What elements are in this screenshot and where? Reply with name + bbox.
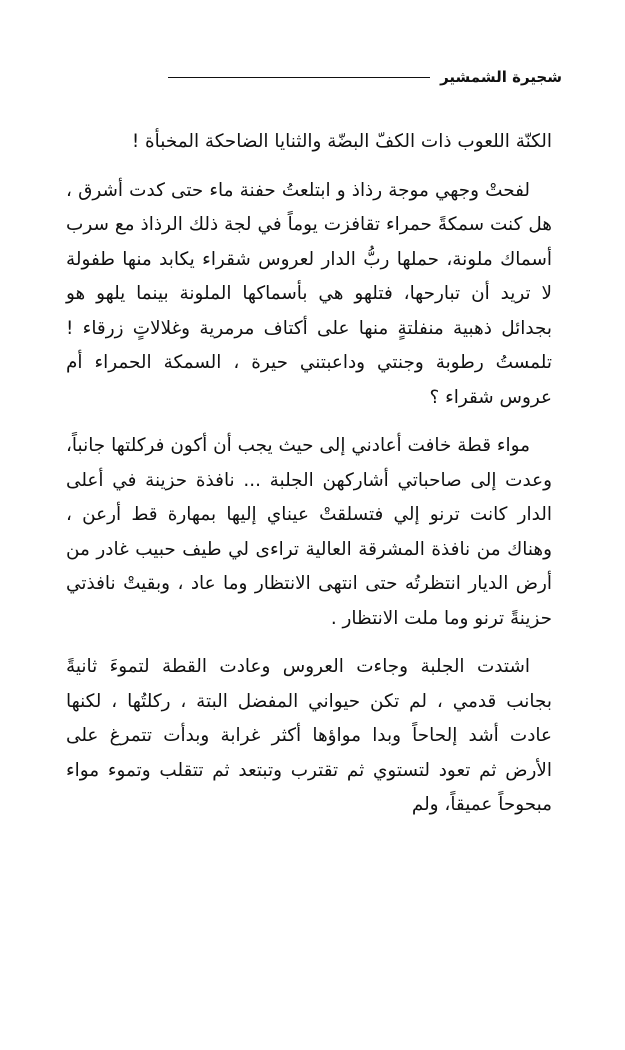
paragraph-2: لفحتْ وجهي موجة رذاذ و ابتلعتُ حفنة ماء حتى كدت أشرق ، هل كنت سمكةً حمراء تقافزت يوماً في لجة ذلك الرذاذ مع سرب أسماك ملونة، حملها ربُّ الدار لعروس شقراء يكابد منها طفولة لا تريد أن تبارحها، فتلهو هي بأسماكها الملونة بينما يلهو هو بجدائل ذهبية منفلتةٍ منها على أكتاف مرمرية وغلالاتٍ زرقاء ! تلمستُ رطوبة وجنتي وداعبتني حيرة ، السمكة الحمراء أم عروس شقراء ؟: [66, 179, 552, 408]
paragraph-1: الكنّة اللعوب ذات الكفّ البضّة والثنايا الضاحكة المخبأة !: [131, 131, 552, 152]
header-rule: [168, 77, 430, 78]
body-text: [66, 125, 552, 837]
paragraph-4: اشتدت الجلبة وجاءت العروس وعادت القطة لتموءَ ثانيةً بجانب قدمي ، لم تكن حيواني المفضل البتة ، ركلتُها ، لكنها عادت أشد إلحاحاً وبدا مواؤها أكثر غرابة وبدأت تتمرغ على الأرض ثم تعود لتستوي ثم تقترب وتبتعد ثم تتقلب وتموء مواء مبحوحاً عميقاً، ولم: [66, 656, 552, 815]
chapter-title: شجيرة الشمشير: [440, 68, 562, 86]
running-header: [66, 64, 562, 90]
paragraph-3: مواء قطة خافت أعادني إلى حيث يجب أن أكون فركلتها جانباً، وعدت إلى صاحباتي أشاركهن الجلبة ... نافذة حزينة في أعلى الدار كانت ترنو إلي فتسلقتْ عيناي إليها بمهارة قط أرعن ، وهناك من نافذة المشرقة العالية تراءى لي طيف حبيب غادر من أرض الديار انتظرتُه حتى انتهى الانتظار وما عاد ، وبقيتْ نافذتي حزينةً ترنو وما ملت الانتظار .: [66, 435, 552, 629]
